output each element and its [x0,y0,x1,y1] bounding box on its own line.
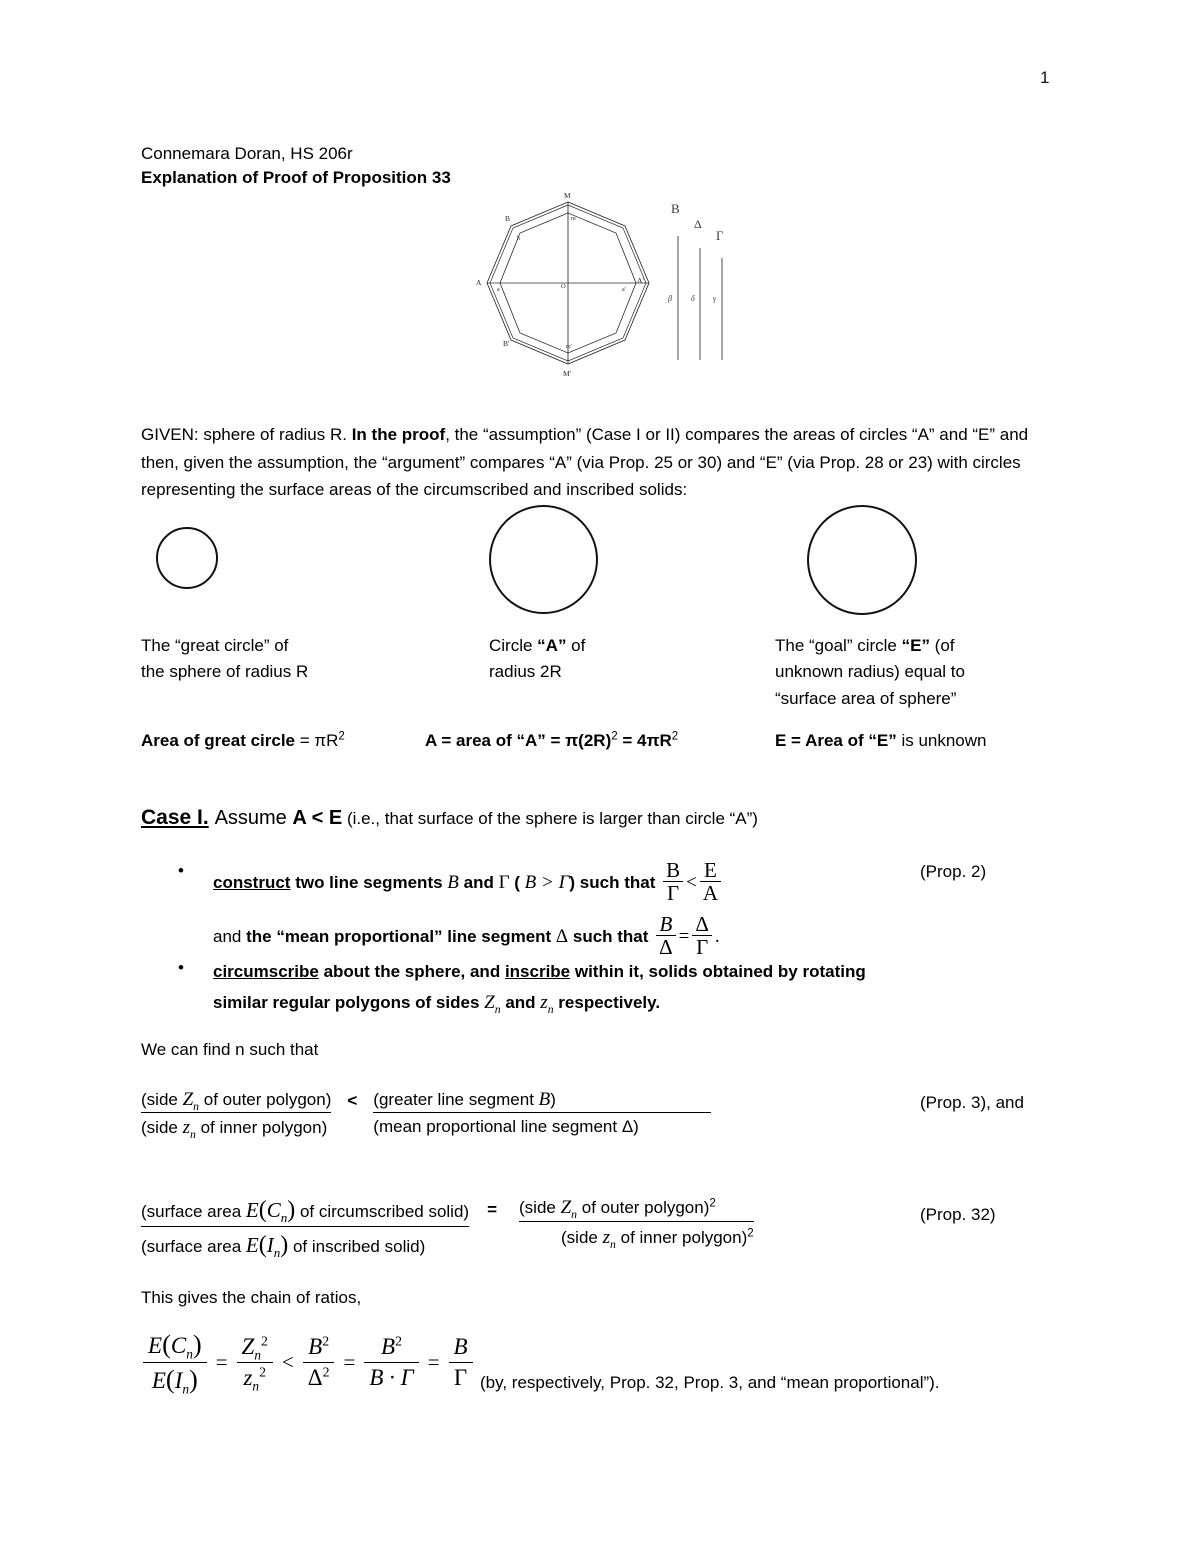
bullet2-text-2: within it, solids obtained by rotating [570,962,866,981]
svg-text:a: a [497,287,500,293]
chain-fraction-5 [449,1334,473,1391]
var-Gamma: Γ [453,1364,468,1390]
this-gives-text: This gives the chain of ratios, [141,1288,362,1307]
fraction-numerator: B [659,912,673,936]
circle-e-caption-post: (of [929,636,955,655]
chain-fraction-4 [364,1334,418,1391]
var-Zn-subscript: n [193,1099,200,1113]
ratio1-ld-b: of inner polygon) [195,1118,328,1137]
ratio2-right-fraction [519,1197,754,1251]
relation-less-than: < [686,872,697,894]
relation-equals: = [678,926,690,948]
case-label: Case I. [141,806,209,829]
var-zn [182,1117,196,1141]
bullet1-text-d: ) such that [569,873,661,893]
bullet1-text-c: ( [509,873,525,893]
ratio-block-prop3 [141,1089,711,1141]
var-Delta: Δ [555,926,569,948]
var-zn [602,1227,616,1251]
great-caption-line1: The “great circle” of [141,636,289,655]
var-B: B [538,1089,551,1110]
octagon-figure [470,188,750,393]
right-paren: ) [287,1197,296,1223]
label-B: B [505,214,511,223]
bullet-marker: • [178,861,184,880]
chain-f1-denominator: $E(I_n)$ [143,1362,207,1395]
page-title: Explanation of Proof of Proposition 33 [141,168,451,187]
var-zn-base: z [182,1117,190,1138]
segment-delta-lc-label: δ [691,294,695,303]
svg-text:O: O [561,283,566,290]
circle-e-caption-line3: “surface area of sphere” [775,688,957,708]
ratio2-left-numerator [141,1198,469,1227]
circle-e-caption [775,633,1035,712]
case-assume-expression: A < E [292,807,343,829]
circle-a-caption-post: of [566,636,586,655]
ratio2-ln-b: of circumscribed solid) [295,1202,470,1221]
product-B-gamma: B · Γ [369,1364,414,1390]
area-a-label: A = area of “A” [425,731,546,750]
ratio1-relation: < [347,1091,358,1110]
chain-f4-numerator [364,1334,418,1362]
area-a-exponent2: 2 [671,730,679,743]
bullet1-text-b: and [458,873,499,893]
bullet-circumscribe-inscribe [213,958,866,1019]
circumscribe-underline: circumscribe [213,962,319,981]
given-bold-phrase: In the proof [351,425,446,444]
bullet2-line2-c: respectively. [553,992,661,1012]
func-E-of-In [245,1232,289,1261]
ratio2-rn-b: of outer polygon) [577,1198,710,1217]
ratio1-ld-a: (side [141,1118,183,1137]
label-M: M [564,191,571,200]
ratio1-ln-b: of outer polygon) [199,1090,332,1109]
var-I: I [174,1367,183,1393]
ratio1-right-fraction [373,1090,711,1135]
area-a-formula [425,731,678,751]
var-zn-subscript: n [189,1127,196,1141]
area-a-expr2: = 4πR [617,731,672,750]
ratio2-rn-a: (side [519,1198,561,1217]
label-A-prime: A' [637,276,644,285]
ratio1-rn-b: ) [550,1090,556,1109]
var-Zn-base: Z [182,1089,194,1110]
circle-a-caption-pre: Circle [489,636,538,655]
fraction-denominator: Γ [692,935,712,958]
bullet2-line2-b: and [500,992,541,1012]
case-assume-word: Assume [214,807,293,829]
ratio1-right-denominator: (mean proportional line segment Δ) [373,1117,639,1136]
ratio1-left-fraction [141,1089,332,1141]
chain-op-1: = [215,1349,228,1374]
label-M-prime: M' [563,369,572,378]
var-B: B [447,872,459,894]
ratio2-rd-exponent: 2 [747,1227,754,1240]
var-C-subscript: n [186,1346,193,1362]
var-Zn-base: Z [560,1197,572,1218]
circle-a-caption [489,633,729,686]
area-great-exponent: 2 [338,730,345,743]
chain-f3-denominator [303,1362,335,1391]
svg-text:m': m' [566,344,572,350]
chain-f1-numerator: $E(C_n)$ [148,1329,202,1362]
fraction-e-over-a [700,859,721,904]
chain-op-4: = [427,1349,440,1374]
fraction-b-over-gamma [663,859,683,904]
case-i-heading [141,806,758,830]
var-z: z [243,1364,253,1390]
var-Zn [560,1197,578,1221]
period: . [714,926,720,948]
author-course-line: Connemara Doran, HS 206r [141,144,353,163]
given-lead: GIVEN: sphere of radius R. [141,425,352,444]
mean-prop-text-a: the “mean proportional” line segment [246,927,556,947]
segment-gamma-lc-label: γ [713,294,717,303]
prop-reference-3: (Prop. 3), and [920,1093,1024,1112]
fraction-delta-over-gamma [692,913,712,958]
case-assume-paren: (i.e., that surface of the sphere is larger than circle “A”) [342,809,758,828]
ratio2-left-denominator [141,1227,469,1261]
var-Z-exponent: 2 [261,1333,268,1349]
area-a-exponent1: 2 [611,730,618,743]
bullet-construct [213,858,724,906]
svg-text:a': a' [622,287,626,293]
var-C-subscript: n [280,1210,288,1226]
ratio2-left-fraction [141,1197,470,1261]
chain-f4-denominator [364,1362,418,1391]
var-C: C [170,1333,187,1358]
svg-text:b: b [517,236,520,242]
ratio2-rd-a: (side [561,1228,603,1247]
chain-fraction-2 [237,1333,273,1394]
ratio2-rn-exponent: 2 [709,1197,716,1210]
ratio2-right-numerator [519,1198,754,1222]
we-can-find-n-text: We can find n such that [141,1040,319,1059]
circle-a-shape [489,505,598,614]
segment-B-label: B [671,201,680,216]
chain-op-2: < [281,1349,294,1374]
circle-e-caption-pre: The “goal” circle [775,636,902,655]
mean-prop-text-b: such that [568,927,654,947]
given-rest: , the “assumption” (Case I or II) compares the areas of circles “A” and “E” and then, given the assumption, the “argument” compares “A” (via Prop. 25 or 30) and “E” (via Prop. 28 or 23) with circles representing the surface areas of the circumscribed and inscribed solids: [141,425,1029,500]
var-I-subscript: n [182,1381,190,1397]
ratio1-left-denominator [141,1113,331,1141]
chain-f5-numerator [449,1334,473,1362]
left-paren: ( [258,1197,267,1223]
page-number: 1 [1040,68,1050,87]
func-E: E [151,1367,166,1393]
bullet2-line2-a: similar regular polygons of sides [213,992,485,1012]
ratio1-left-numerator [141,1090,331,1113]
svg-text:m: m [571,216,576,222]
great-caption-line2: the sphere of radius R [141,662,309,682]
var-Zn [182,1089,200,1113]
var-Zn [484,991,501,1016]
circle-e-caption-bold: “E” [901,636,930,655]
ratio1-right-numerator [373,1090,711,1113]
great-circle-caption [141,633,441,686]
area-e-formula [775,731,987,751]
segment-gamma-label: Γ [716,228,724,243]
circle-a-caption-line2: radius 2R [489,662,562,682]
area-great-expr: = πR [295,731,339,750]
circle-a-caption-bold: “A” [537,636,567,655]
var-B-exponent: 2 [322,1333,330,1349]
var-Zn-base: Z [484,991,495,1013]
var-Z-subscript: n [254,1347,262,1363]
label-A: A [476,278,482,287]
ratio1-rn-a: (greater line segment [373,1090,539,1109]
chain-justification-note: (by, respectively, Prop. 32, Prop. 3, and “mean proportional”). [480,1373,940,1392]
area-great-circle-formula [141,731,345,751]
fraction-denominator: Δ [656,935,676,958]
var-z-exponent: 2 [259,1363,266,1379]
var-zn-base: z [540,991,548,1013]
circle-e-caption-line2: unknown radius) equal to [775,662,965,682]
var-Delta-exponent: 2 [322,1363,330,1379]
chain-f2-denominator [237,1362,273,1394]
given-paragraph [141,421,1046,504]
var-zn-subscript: n [547,1002,554,1016]
var-B-exponent: 2 [395,1333,402,1349]
var-z-subscript: n [252,1378,260,1394]
segment-beta-label: β [668,294,672,303]
ratio2-ld-b: of inscribed solid) [288,1237,426,1256]
fraction-b-over-delta [656,913,676,958]
ratio2-rd-b: of inner polygon) [615,1228,748,1247]
area-a-expr1: = π(2R) [545,731,612,750]
inscribe-underline: inscribe [504,962,571,981]
segment-delta-label: Δ [694,217,702,231]
chain-f5-denominator [449,1362,473,1391]
var-Zn-subscript: n [571,1207,578,1221]
fraction-numerator: E [703,858,717,882]
func-E: E [148,1333,163,1358]
chain-fraction-3 [303,1334,335,1391]
condition-b-gt-gamma: B > Γ [524,872,570,894]
bullet-mean-proportional [213,912,720,960]
var-zn [540,991,554,1016]
bullet-marker: • [178,958,184,977]
var-Zn-subscript: n [494,1002,501,1016]
left-paren: ( [258,1232,267,1258]
ratio1-ln-a: (side [141,1090,183,1109]
var-C: C [266,1198,281,1222]
prop-reference-2: (Prop. 2) [920,862,987,881]
area-e-rest: is unknown [896,731,987,750]
bullet2-text-1: about the sphere, and [318,962,505,981]
great-circle-shape [156,527,218,589]
fraction-numerator: B [666,858,681,882]
var-B: B [308,1333,323,1359]
var-I: I [266,1233,274,1257]
chain-f2-numerator [237,1334,273,1362]
chain-f3-numerator [303,1334,335,1362]
ratio2-right-denominator [519,1222,754,1251]
func-E: E [245,1198,259,1222]
fraction-numerator: Δ [695,912,709,936]
ratio2-ln-a: (surface area [141,1202,246,1221]
func-E-of-Cn [245,1197,296,1226]
var-Delta: Δ [307,1364,323,1390]
var-I-subscript: n [273,1245,281,1261]
var-zn-base: z [602,1227,610,1248]
right-paren: ) [280,1232,289,1258]
func-E: E [245,1233,259,1257]
var-Gamma: Γ [498,872,510,894]
ratio2-ld-a: (surface area [141,1237,246,1256]
area-great-label: Area of great circle [141,731,296,750]
area-e-label: E = Area of “E” [775,731,897,750]
var-B: B [453,1333,468,1359]
label-B-prime: B' [503,339,510,348]
circle-e-shape [807,505,917,615]
fraction-denominator: Γ [663,881,683,904]
ratio-block-prop32 [141,1197,754,1261]
mean-prop-lead: and [213,927,247,947]
construct-underline: construct [213,873,291,893]
var-Z: Z [241,1333,255,1359]
var-zn-subscript: n [610,1237,616,1251]
prop-reference-32: (Prop. 32) [920,1205,996,1224]
chain-op-3: = [343,1349,356,1374]
bullet1-text-a: two line segments [290,873,448,893]
fraction-denominator: A [700,881,721,904]
ratio2-relation: = [487,1200,498,1219]
chain-fraction-1 [143,1329,207,1397]
chain-of-ratios-equation [141,1329,475,1397]
var-B: B [381,1333,396,1359]
